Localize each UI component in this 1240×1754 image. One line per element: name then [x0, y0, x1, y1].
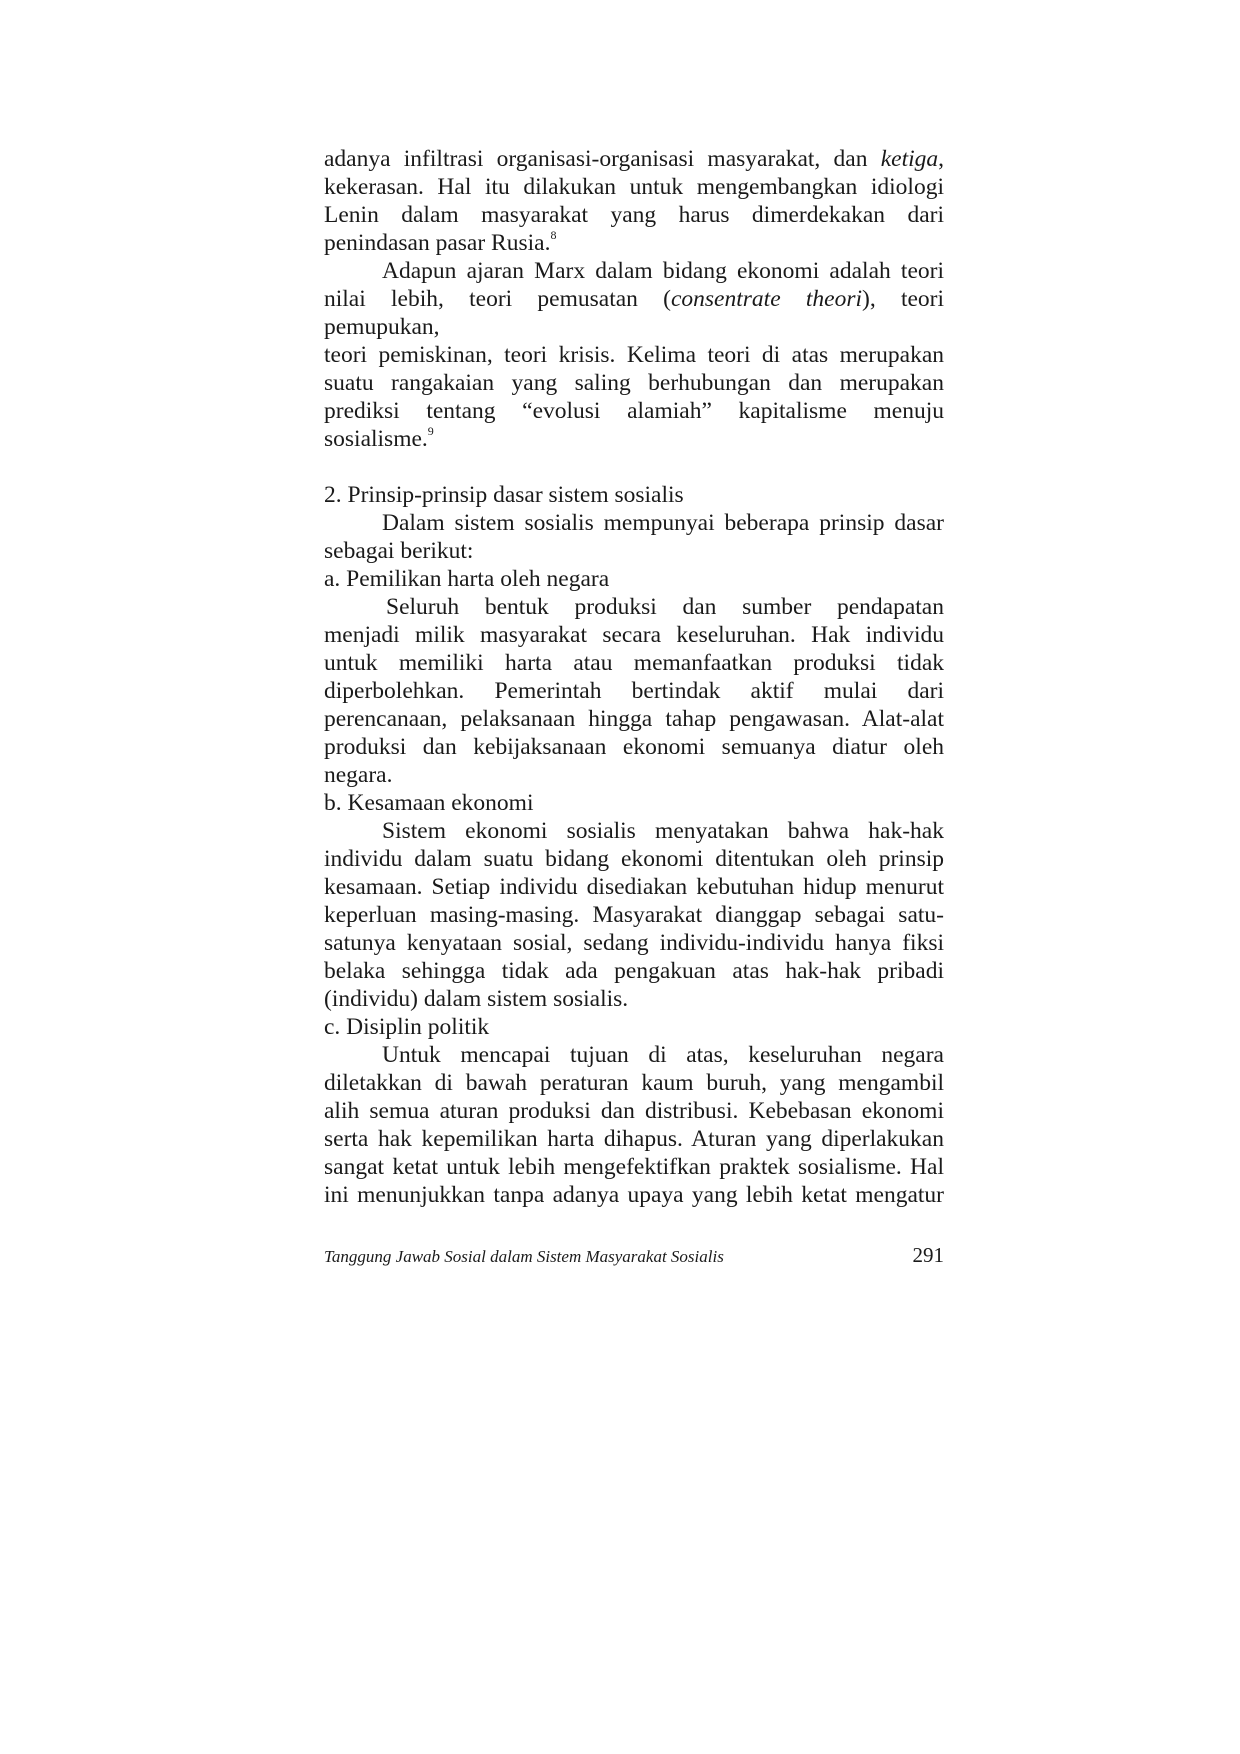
text-line — [324, 229, 944, 257]
text-line: Adapun ajaran Marx dalam bidang ekonomi adalah teori — [382, 258, 944, 284]
text-run: , — [938, 146, 944, 172]
subsection-heading: a. Pemilikan harta oleh negara — [324, 566, 610, 592]
text-run: penindasan pasar Rusia. — [324, 230, 551, 256]
text-line: kekerasan. Hal itu dilakukan untuk mengembangkan idiologi — [324, 174, 944, 200]
text-line: belaka sehingga tidak ada pengakuan atas hak-hak pribadi — [324, 958, 944, 984]
text-line: Untuk mencapai tujuan di atas, keseluruhan negara — [382, 1042, 944, 1068]
page-number: 291 — [912, 1243, 944, 1267]
text-line: Seluruh bentuk produksi dan sumber pendapatan — [386, 594, 944, 620]
text-line: (individu) dalam sistem sosialis. — [324, 986, 629, 1012]
page-body — [324, 145, 944, 1209]
text-line: satunya kenyataan sosial, sedang individu-individu hanya fiksi — [324, 930, 944, 956]
text-line: untuk memiliki harta atau memanfaatkan produksi tidak — [324, 650, 944, 676]
text-line: serta hak kepemilikan harta dihapus. Aturan yang diperlakukan — [324, 1126, 944, 1152]
text-line: produksi dan kebijaksanaan ekonomi semuanya diatur oleh — [324, 734, 944, 760]
text-line: sangat ketat untuk lebih mengefektifkan praktek sosialisme. Hal — [324, 1154, 944, 1180]
text-line — [324, 145, 944, 173]
text-line: Lenin dalam masyarakat yang harus dimerdekakan dari — [324, 202, 944, 228]
subsection-a — [324, 565, 944, 789]
text-line: teori pemiskinan, teori krisis. Kelima teori di atas merupakan — [324, 342, 944, 368]
text-line: suatu rangakaian yang saling berhubungan dan merupakan — [324, 370, 944, 396]
text-line: alih semua aturan produksi dan distribusi. Kebebasan ekonomi — [324, 1098, 944, 1124]
emphasis-text: consentrate theori — [670, 286, 862, 312]
text-run: adanya infiltrasi organisasi-organisasi masyarakat, dan — [324, 146, 881, 172]
text-line: negara. — [324, 762, 393, 788]
text-line: perencanaan, pelaksanaan hingga tahap pengawasan. Alat-alat — [324, 706, 944, 732]
paragraph-2 — [324, 257, 944, 453]
text-line: prediksi tentang “evolusi alamiah” kapitalisme menuju — [324, 398, 944, 424]
text-line: ini menunjukkan tanpa adanya upaya yang lebih ketat mengatur — [324, 1182, 944, 1208]
text-run: ), teori pemupukan, — [324, 286, 945, 340]
section-2 — [324, 481, 944, 565]
text-line — [324, 285, 944, 341]
text-line — [324, 425, 944, 453]
footnote-ref-9[interactable]: 9 — [427, 424, 434, 439]
text-run: sosialisme. — [324, 426, 428, 452]
section-heading: 2. Prinsip-prinsip dasar sistem sosialis — [324, 482, 684, 508]
text-line: Dalam sistem sosialis mempunyai beberapa prinsip dasar — [382, 510, 944, 536]
subsection-b — [324, 789, 944, 1013]
running-title: Tanggung Jawab Sosial dalam Sistem Masyarakat Sosialis — [324, 1247, 724, 1266]
footnote-ref-8[interactable]: 8 — [550, 228, 557, 243]
text-line: menjadi milik masyarakat secara keseluruhan. Hak individu — [324, 622, 944, 648]
text-line: keperluan masing-masing. Masyarakat dianggap sebagai satu- — [324, 902, 944, 928]
text-line: diletakkan di bawah peraturan kaum buruh, yang mengambil — [324, 1070, 944, 1096]
paragraph-gap — [324, 453, 944, 481]
text-line: Sistem ekonomi sosialis menyatakan bahwa hak-hak — [382, 818, 944, 844]
subsection-heading: b. Kesamaan ekonomi — [324, 790, 534, 816]
text-run: nilai lebih, teori pemusatan ( — [324, 286, 671, 312]
subsection-c — [324, 1013, 944, 1209]
text-line: sebagai berikut: — [324, 538, 474, 564]
text-line: individu dalam suatu bidang ekonomi ditentukan oleh prinsip — [324, 846, 944, 872]
text-line: kesamaan. Setiap individu disediakan kebutuhan hidup menurut — [324, 874, 944, 900]
subsection-heading: c. Disiplin politik — [324, 1014, 490, 1040]
paragraph-1 — [324, 145, 944, 257]
text-line: diperbolehkan. Pemerintah bertindak aktif mulai dari — [324, 678, 944, 704]
emphasis-text: ketiga — [880, 146, 939, 172]
